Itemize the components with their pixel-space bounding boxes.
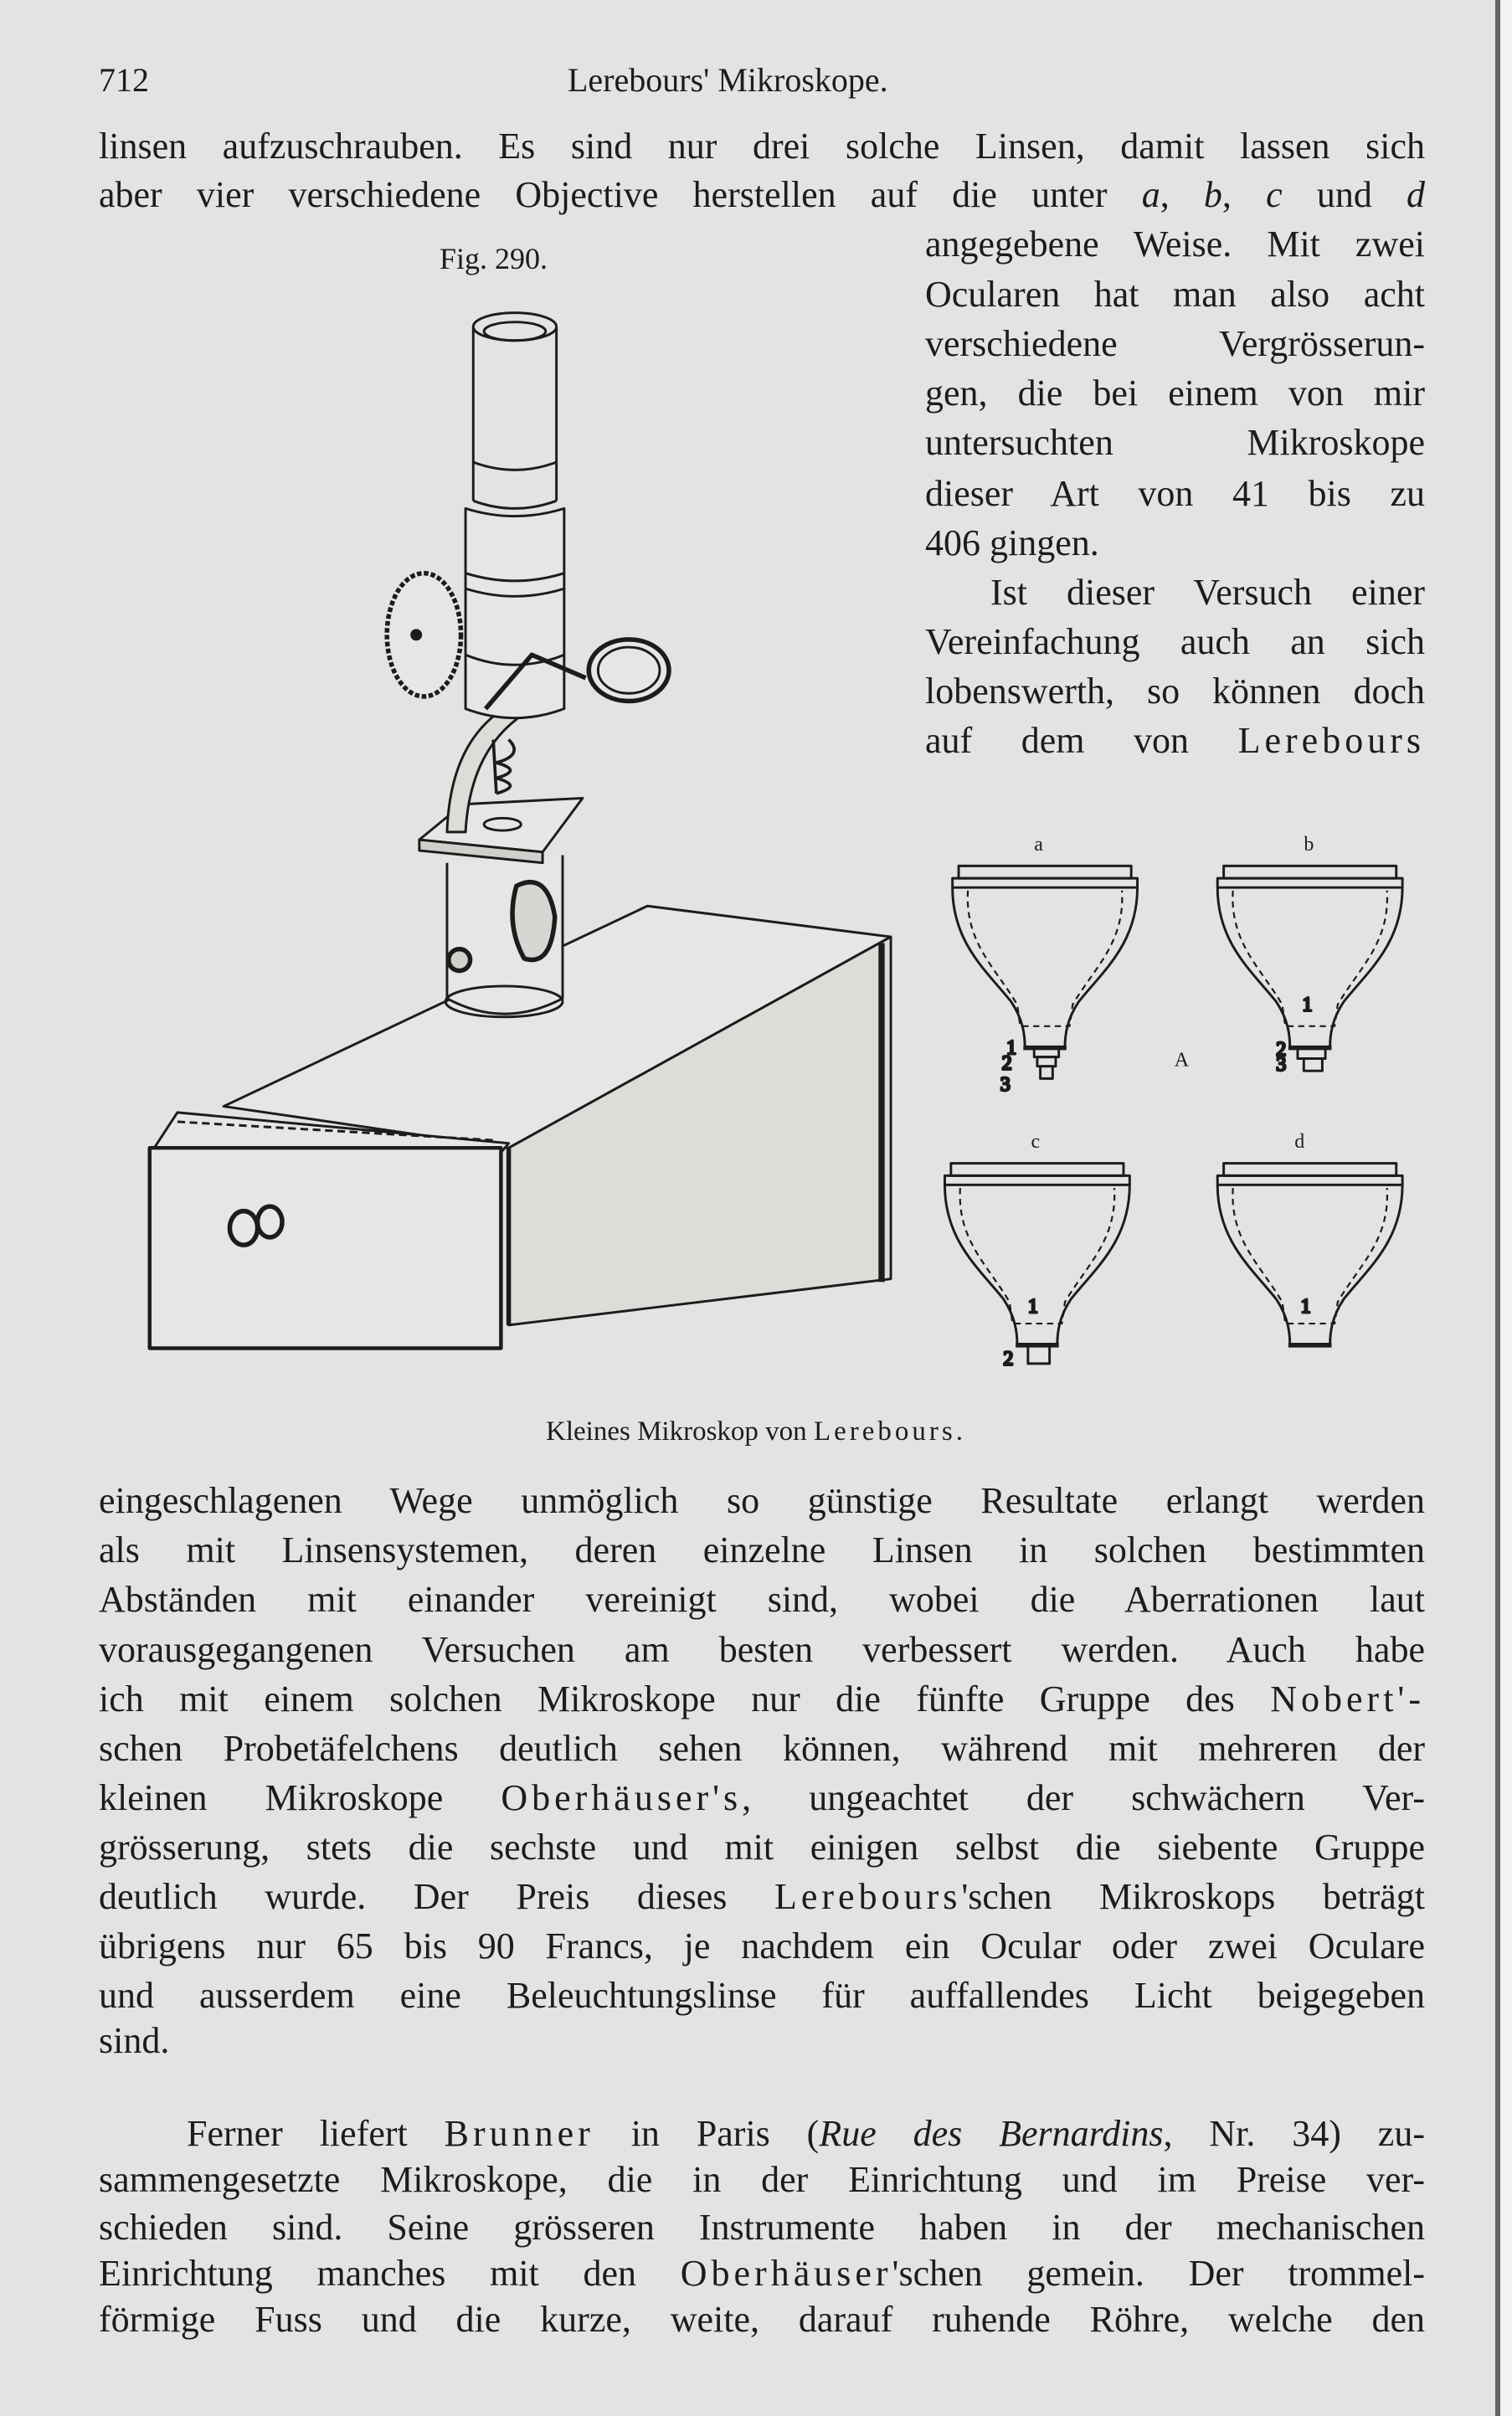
text-segment: Einrichtung manches mit den [99,2253,681,2294]
text-segment: in Paris ( [594,2113,820,2154]
text-segment: Oberhäuser's [501,1777,743,1818]
microscope-drawing [150,313,891,1349]
text-segment: förmige Fuss und die kurze, weite, darauf ruhende Röhre, welche den [99,2299,1425,2340]
text-segment: lobenswerth, so können doch [925,671,1425,712]
text-segment: sind. [99,2020,170,2061]
text-segment: verschiedene Vergrösserun- [925,323,1425,364]
text-segment: schen Probetäfelchens deutlich sehen können, während mit mehreren der [99,1728,1425,1769]
page-number: 712 [99,61,149,99]
lens-number: 1 [1300,1296,1311,1319]
text-segment: Nobert'- [1270,1678,1425,1719]
text-segment: ich mit einem solchen Mikroskope nur die fünfte Gruppe des [99,1678,1271,1719]
lens-number: 2 [1003,1348,1014,1370]
text-segment: Lerebours [774,1876,962,1917]
text-segment: , Nr. 34) zu- [1163,2113,1425,2154]
text-segment: und ausserdem eine Beleuchtungslinse für auffallendes Licht beigegeben [99,1975,1425,2016]
objective-d [1217,1164,1402,1345]
lens-number: 1 [1302,994,1313,1016]
lens-group-label: A [1174,1049,1189,1072]
text-segment: Brunner [444,2113,594,2154]
text-segment: linsen aufzuschrauben. Es sind nur drei solche Linsen, damit lassen sich [99,126,1425,167]
text-segment: schieden sind. Seine grösseren Instrumente haben in der mechanischen [99,2207,1425,2248]
drawer [150,1113,509,1349]
lens-label-b: b [1304,833,1314,856]
text-segment: 'schen gemein. Der trommel- [892,2253,1426,2294]
text-segment: als mit Linsensystemen, deren einzelne Linsen in solchen bestimmten [99,1529,1425,1570]
lens-label-a: a [1034,833,1043,856]
objective-a [953,866,1138,1047]
text-segment: 406 gingen. [925,522,1099,563]
text-segment: , ungeachtet der schwächern Ver- [742,1777,1425,1818]
lens-number: 3 [1276,1054,1287,1077]
lens-number: 3 [1000,1074,1011,1097]
lens-number: 1 [1006,1036,1017,1059]
lens-number: 2 [1276,1038,1287,1061]
text-segment: Ocularen hat man also acht [925,274,1425,315]
text-segment: a [1141,174,1160,215]
text-segment: sammengesetzte Mikroskope, die in der Einrichtung und im Preise ver- [99,2159,1425,2200]
text-segment: Ferner liefert [187,2113,445,2154]
text-segment: untersuchten Mikroskope [925,422,1425,463]
text-segment: Kleines Mikroskop von [546,1416,814,1447]
text-segment: eingeschlagenen Wege unmöglich so günstige Resultate erlangt werden [99,1480,1425,1521]
microscope-pillar [419,706,583,1017]
microscope-tube [465,313,564,718]
running-title: Lerebours' Mikroskope. [568,61,888,99]
text-segment: Abständen mit einander vereinigt sind, wobei die Aberrationen laut [99,1579,1425,1620]
text-segment: kleinen Mikroskope [99,1777,501,1818]
text-segment: grösserung, stets die sechste und mit einigen selbst die siebente Gruppe [99,1827,1425,1868]
text-segment: b [1203,174,1222,215]
lens-number: 2 [1001,1052,1012,1075]
text-segment: deutlich wurde. Der Preis dieses [99,1876,774,1917]
text-segment: gen, die bei einem von mir [925,373,1425,414]
text-segment: Oberhäuser [680,2253,892,2294]
text-segment: 'schen Mikroskops beträgt [961,1876,1425,1917]
text-segment: Ist dieser Versuch einer [990,572,1425,613]
lens-label-c: c [1031,1131,1041,1154]
text-segment: dieser Art von 41 bis zu [925,473,1425,514]
text-segment: , [1160,174,1204,215]
text-segment: c [1266,174,1283,215]
text-segment: Vereinfachung auch an sich [925,621,1425,662]
coarse-focus-wheel-icon [387,573,460,697]
text-segment: Lerebours [1237,720,1425,761]
text-segment: übrigens nur 65 bis 90 Francs, je nachdem ein Ocular oder zwei Oculare [99,1925,1425,1966]
text-segment: auf dem von [925,720,1238,761]
objective-b [1217,866,1402,1047]
text-segment: , [1221,174,1267,215]
lens-number: 1 [1027,1296,1038,1319]
lens-label-d: d [1294,1131,1305,1154]
text-segment: und [1282,174,1407,215]
lens-diagram [944,866,1402,1370]
focus-knob-icon [449,949,471,971]
text-segment: Rue des Bernardins [819,2113,1164,2154]
figure-label: Fig. 290. [440,242,548,275]
text-segment: Lerebours. [813,1416,966,1447]
text-segment: vorausgegangenen Versuchen am besten verbessert werden. Auch habe [99,1629,1425,1670]
text-segment: aber vier verschiedene Objective herstellen auf die unter [99,174,1142,215]
text-segment: d [1407,174,1426,215]
objective-c [944,1164,1129,1345]
text-segment: angegebene Weise. Mit zwei [925,224,1425,265]
